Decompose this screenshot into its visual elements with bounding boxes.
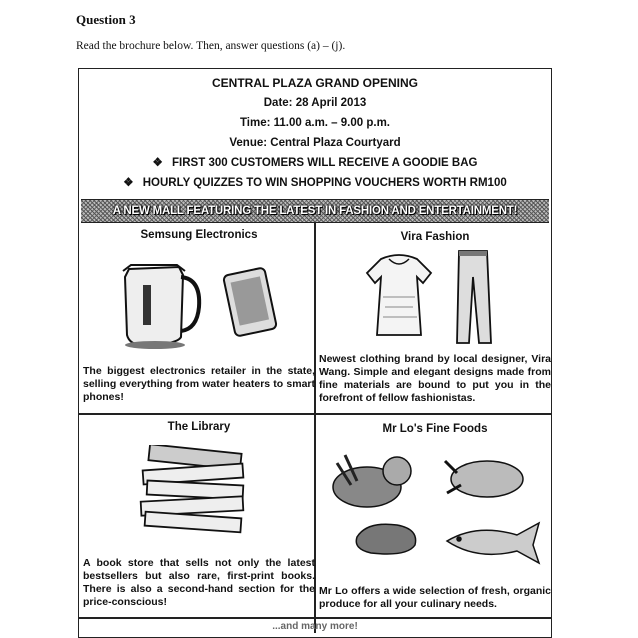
store-library-description	[83, 557, 315, 609]
food-produce-illustration	[327, 445, 547, 575]
store-description: A book store that sells not only the latest bestsellers but also rare, first-print books. There is also a second-hand section for the price-conscious!	[83, 557, 315, 608]
bullet-goodie-bag	[79, 153, 551, 173]
book-stack-illustration	[135, 445, 265, 545]
event-title: CENTRAL PLAZA GRAND OPENING	[211, 76, 418, 90]
books-icon	[141, 445, 244, 532]
event-venue: Venue: Central Plaza Courtyard	[229, 137, 401, 149]
vegetables-icon	[333, 455, 411, 507]
fish-icon	[447, 523, 539, 563]
store-name: Mr Lo's Fine Foods	[382, 423, 488, 435]
store-description: Mr Lo offers a wide selection of fresh, organic produce for all your culinary needs.	[319, 585, 551, 610]
store-name: The Library	[167, 421, 231, 433]
feature-banner: A NEW MALL FEATURING THE LATEST IN FASHION AND ENTERTAINMENT!	[81, 199, 549, 223]
brochure	[78, 68, 552, 638]
store-description: The biggest electronics retailer in the state, selling everything from water heaters to smart phones!	[83, 365, 315, 403]
store-mr-lo-description	[319, 585, 551, 611]
store-mr-los-fine-foods	[319, 423, 551, 435]
meat-icon	[356, 524, 415, 554]
store-semsung-electronics	[83, 229, 315, 241]
grid-divider-bottom	[79, 617, 551, 619]
event-time: Time: 11.00 a.m. – 9.00 p.m.	[239, 117, 390, 129]
smart-phone-icon	[223, 267, 277, 336]
kettle-icon	[123, 265, 199, 349]
event-date: Date: 28 April 2013	[263, 97, 367, 109]
store-name: Vira Fashion	[400, 231, 470, 243]
blouse-icon	[367, 255, 431, 335]
store-semsung-description	[83, 365, 315, 404]
grid-divider-horizontal	[79, 413, 551, 415]
store-description: Newest clothing brand by local designer, Vira Wang. Simple and elegant designs made from fine materials are bound to put you in the forefront of fellow fashionistas.	[319, 353, 551, 404]
store-the-library	[83, 421, 315, 433]
store-name: Semsung Electronics	[140, 229, 258, 241]
store-vira-fashion	[319, 231, 551, 243]
chicken-icon	[445, 461, 523, 497]
more-stores-note: ...and many more!	[272, 621, 358, 632]
bullet-text: HOURLY QUIZZES TO WIN SHOPPING VOUCHERS WORTH RM100	[142, 177, 507, 189]
bullet-quizzes	[79, 173, 551, 193]
clothing-illustration	[359, 247, 509, 347]
bullet-text: FIRST 300 CUSTOMERS WILL RECEIVE A GOODIE BAG	[172, 157, 478, 169]
bullet-icon: ❖	[152, 157, 163, 169]
bullet-icon: ❖	[123, 177, 134, 189]
brochure-header	[79, 69, 551, 197]
kettle-and-phone-illustration	[119, 259, 289, 349]
store-vira-description	[319, 353, 551, 405]
question-title: Question 3	[76, 12, 136, 27]
question-instruction: Read the brochure below. Then, answer questions (a) – (j).	[76, 40, 346, 52]
trousers-icon	[457, 251, 491, 343]
